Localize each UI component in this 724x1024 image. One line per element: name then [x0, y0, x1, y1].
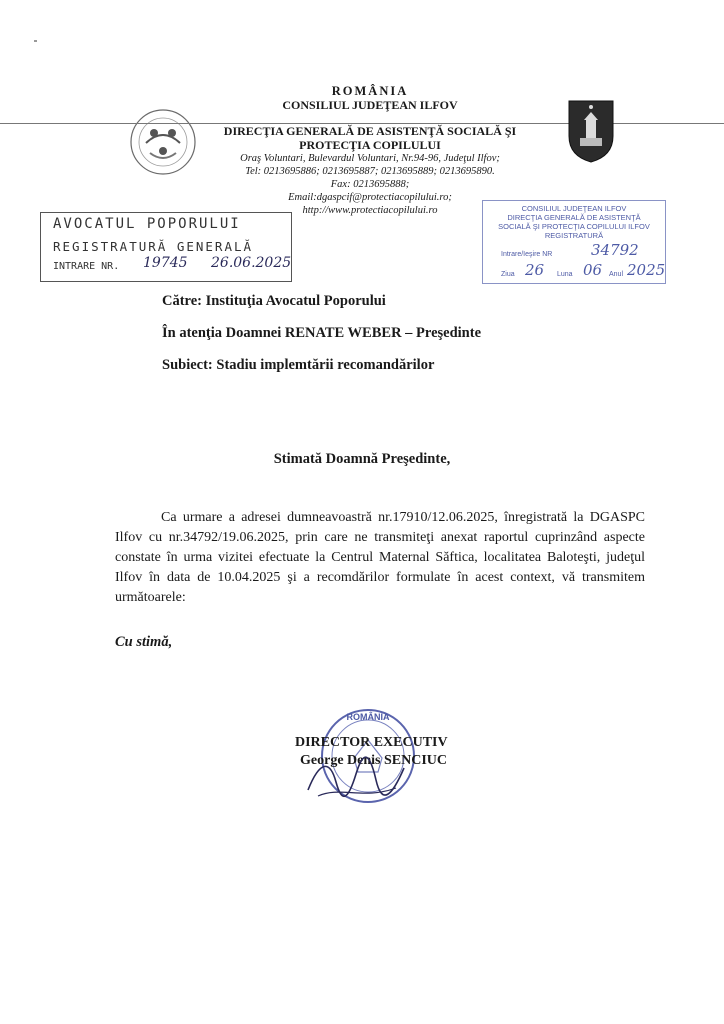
stamp-right-year-label: Anul	[609, 271, 624, 278]
body-paragraph-text: Ca urmare a adresei dumneavoastră nr.17910/12.06.2025, înregistrată la DGASPC Ilfov cu nr.34792/19.06.2025, prin care ne transmiteţi anexat raportul cuprinzând aspecte constate în urma vizitei efectuate la Centrul Maternal Săftica, localitatea Baloteşti, judeţul Ilfov în data de 10.04.2025 şi a recomdărilor formulate în acest context, vă transmitem următoarele:	[115, 510, 645, 605]
stamp-right-line4: REGISTRATURĂ	[544, 231, 604, 240]
stamp-left-hand-date: 26.06.2025	[211, 255, 292, 271]
ilfov-coat-of-arms-icon	[566, 98, 616, 164]
stamp-left-line2: REGISTRATURĂ GENERALĂ	[53, 239, 254, 254]
header-country: ROMÂNIA	[331, 84, 409, 98]
header-address: Oraş Voluntari, Bulevardul Voluntari, Nr.94-96, Judeţul Ilfov;	[240, 153, 500, 164]
stamp-right-month-label: Luna	[557, 271, 573, 278]
stamp-left-hand-number: 19745	[143, 255, 188, 271]
signatory-name: George Denis SENCIUC	[300, 753, 447, 768]
stamp-right-hand-number: 34792	[591, 241, 639, 259]
stamp-right-hand-day: 26	[525, 261, 545, 279]
header-email: Email:dgaspcif@protectiacopilului.ro;	[288, 192, 452, 203]
body-paragraph	[115, 508, 645, 608]
header-directorate-line2: PROTECŢIA COPILULUI	[299, 138, 441, 152]
scan-speck	[34, 40, 37, 42]
stamp-right-entry-label: Intrare/Ieşire NR	[501, 251, 553, 258]
registration-stamp-dgaspc-ilfov	[482, 200, 666, 284]
stamp-right-day-label: Ziua	[501, 271, 515, 278]
signatory-title: DIRECTOR EXECUTIV	[295, 735, 448, 750]
recipient-line: Către: Instituţia Avocatul Poporului	[162, 293, 386, 309]
dgaspc-logo-icon	[126, 105, 200, 179]
closing: Cu stimă,	[115, 634, 173, 650]
greeting: Stimată Doamnă Preşedinte,	[273, 451, 451, 467]
header-directorate-line1: DIRECŢIA GENERALĂ DE ASISTENŢĂ SOCIALĂ ŞI	[223, 124, 517, 138]
handwritten-signature-icon	[300, 750, 410, 806]
stamp-right-hand-year: 2025	[627, 261, 666, 279]
registration-stamp-avocatul-poporului	[40, 212, 292, 282]
stamp-left-line1: AVOCATUL POPORULUI	[53, 216, 241, 232]
stamp-right-line2: DIRECŢIA GENERALĂ DE ASISTENŢĂ	[507, 213, 641, 222]
header-phone: Tel: 0213695886; 0213695887; 0213695889; 0213695890.	[245, 166, 495, 177]
stamp-right-hand-month: 06	[583, 261, 603, 279]
attention-line: În atenţia Doamnei RENATE WEBER – Preşedinte	[162, 325, 482, 341]
stamp-left-entry-label: INTRARE NR.	[53, 261, 120, 272]
header-web: http://www.protectiacopilului.ro	[302, 205, 438, 216]
stamp-right-line3: SOCIALĂ ŞI PROTECŢIA COPILULUI ILFOV	[498, 222, 650, 231]
subject-line: Subiect: Stadiu implemtării recomandărilor	[162, 357, 435, 373]
header-fax: Fax: 0213695888;	[330, 179, 410, 190]
seal-top-text: ROMÂNIA	[346, 712, 390, 722]
stamp-right-line1: CONSILIUL JUDEŢEAN ILFOV	[521, 204, 627, 213]
header-council: CONSILIUL JUDEŢEAN ILFOV	[282, 98, 458, 112]
